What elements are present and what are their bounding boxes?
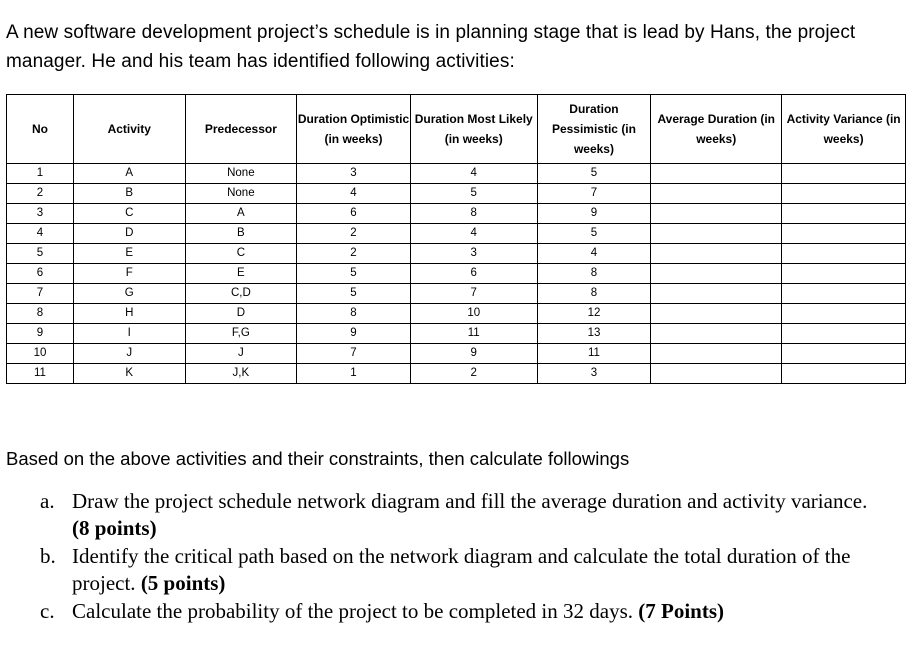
cell-optimistic: 8 — [297, 304, 411, 324]
cell-no: 5 — [7, 244, 74, 264]
cell-most-likely: 3 — [410, 244, 537, 264]
cell-predecessor: B — [185, 224, 297, 244]
table-row — [7, 184, 906, 204]
cell-most-likely: 2 — [410, 364, 537, 384]
cell-pessimistic: 9 — [537, 204, 651, 224]
cell-average-duration — [651, 284, 782, 304]
table-body — [7, 164, 906, 384]
cell-activity: B — [73, 184, 185, 204]
cell-activity-variance — [782, 284, 906, 304]
cell-predecessor: None — [185, 184, 297, 204]
table-row — [7, 264, 906, 284]
header-optimistic: Duration Optimistic (in weeks) — [297, 95, 411, 164]
cell-average-duration — [651, 304, 782, 324]
table-row — [7, 304, 906, 324]
cell-pessimistic: 5 — [537, 164, 651, 184]
cell-predecessor: J,K — [185, 364, 297, 384]
cell-most-likely: 6 — [410, 264, 537, 284]
cell-no: 11 — [7, 364, 74, 384]
cell-predecessor: A — [185, 204, 297, 224]
question-c — [40, 598, 890, 625]
cell-activity: H — [73, 304, 185, 324]
question-marker: b. — [40, 544, 56, 568]
cell-no: 1 — [7, 164, 74, 184]
cell-activity-variance — [782, 304, 906, 324]
cell-no: 4 — [7, 224, 74, 244]
cell-pessimistic: 11 — [537, 344, 651, 364]
cell-activity: D — [73, 224, 185, 244]
cell-activity-variance — [782, 224, 906, 244]
cell-most-likely: 10 — [410, 304, 537, 324]
table-row — [7, 164, 906, 184]
cell-optimistic: 9 — [297, 324, 411, 344]
cell-predecessor: D — [185, 304, 297, 324]
cell-optimistic: 7 — [297, 344, 411, 364]
cell-predecessor: J — [185, 344, 297, 364]
cell-activity-variance — [782, 264, 906, 284]
cell-pessimistic: 4 — [537, 244, 651, 264]
question-list — [40, 488, 890, 626]
cell-activity: G — [73, 284, 185, 304]
cell-average-duration — [651, 344, 782, 364]
cell-pessimistic: 5 — [537, 224, 651, 244]
cell-pessimistic: 12 — [537, 304, 651, 324]
cell-average-duration — [651, 264, 782, 284]
activity-table — [6, 94, 906, 384]
cell-no: 7 — [7, 284, 74, 304]
cell-most-likely: 8 — [410, 204, 537, 224]
cell-most-likely: 4 — [410, 224, 537, 244]
question-points: (5 points) — [140, 571, 226, 595]
question-marker: c. — [40, 599, 55, 623]
cell-average-duration — [651, 224, 782, 244]
cell-activity: C — [73, 204, 185, 224]
cell-activity-variance — [782, 364, 906, 384]
cell-predecessor: F,G — [185, 324, 297, 344]
cell-activity: J — [73, 344, 185, 364]
cell-activity: F — [73, 264, 185, 284]
table-row — [7, 324, 906, 344]
header-predecessor: Predecessor — [185, 95, 297, 164]
question-marker: a. — [40, 489, 55, 513]
header-activity-variance: Activity Variance (in weeks) — [782, 95, 906, 164]
header-activity: Activity — [73, 95, 185, 164]
question-a — [40, 488, 890, 542]
cell-activity: E — [73, 244, 185, 264]
cell-optimistic: 4 — [297, 184, 411, 204]
table-row — [7, 224, 906, 244]
cell-most-likely: 11 — [410, 324, 537, 344]
cell-no: 6 — [7, 264, 74, 284]
cell-most-likely: 4 — [410, 164, 537, 184]
cell-average-duration — [651, 204, 782, 224]
cell-optimistic: 1 — [297, 364, 411, 384]
cell-average-duration — [651, 324, 782, 344]
question-text: Draw the project schedule network diagram and fill the average duration and activity variance. — [72, 489, 868, 513]
cell-no: 10 — [7, 344, 74, 364]
header-most-likely: Duration Most Likely (in weeks) — [410, 95, 537, 164]
table-row — [7, 204, 906, 224]
cell-activity-variance — [782, 184, 906, 204]
instructions-text: Based on the above activities and their constraints, then calculate followings — [6, 448, 630, 469]
cell-activity-variance — [782, 244, 906, 264]
cell-most-likely: 5 — [410, 184, 537, 204]
cell-average-duration — [651, 184, 782, 204]
cell-most-likely: 9 — [410, 344, 537, 364]
cell-predecessor: E — [185, 264, 297, 284]
question-b — [40, 543, 890, 597]
table-header-row — [7, 95, 906, 164]
cell-activity-variance — [782, 324, 906, 344]
intro-paragraph: A new software development project’s schedule is in planning stage that is lead by Hans, the project manager. He and his team has identified following activities: — [6, 22, 856, 72]
cell-predecessor: C,D — [185, 284, 297, 304]
question-points: (7 Points) — [638, 599, 725, 623]
cell-average-duration — [651, 364, 782, 384]
cell-optimistic: 5 — [297, 264, 411, 284]
cell-pessimistic: 13 — [537, 324, 651, 344]
cell-activity-variance — [782, 164, 906, 184]
cell-average-duration — [651, 244, 782, 264]
cell-predecessor: None — [185, 164, 297, 184]
cell-optimistic: 2 — [297, 244, 411, 264]
cell-no: 3 — [7, 204, 74, 224]
cell-activity: A — [73, 164, 185, 184]
question-text: Calculate the probability of the project to be completed in 32 days. — [72, 599, 634, 623]
cell-activity: I — [73, 324, 185, 344]
cell-most-likely: 7 — [410, 284, 537, 304]
header-average-duration: Average Duration (in weeks) — [651, 95, 782, 164]
table-row — [7, 344, 906, 364]
cell-pessimistic: 8 — [537, 264, 651, 284]
header-pessimistic: Duration Pessimistic (in weeks) — [537, 95, 651, 164]
table-row — [7, 284, 906, 304]
cell-no: 2 — [7, 184, 74, 204]
table-row — [7, 244, 906, 264]
cell-optimistic: 6 — [297, 204, 411, 224]
cell-activity-variance — [782, 204, 906, 224]
cell-predecessor: C — [185, 244, 297, 264]
table-row — [7, 364, 906, 384]
cell-no: 8 — [7, 304, 74, 324]
cell-optimistic: 5 — [297, 284, 411, 304]
cell-optimistic: 3 — [297, 164, 411, 184]
cell-activity-variance — [782, 344, 906, 364]
cell-pessimistic: 8 — [537, 284, 651, 304]
question-points: (8 points) — [72, 516, 157, 540]
cell-pessimistic: 3 — [537, 364, 651, 384]
header-no: No — [7, 95, 74, 164]
question-text: Identify the critical path based on the network diagram and calculate the total duration of the project. — [72, 544, 851, 595]
cell-pessimistic: 7 — [537, 184, 651, 204]
cell-no: 9 — [7, 324, 74, 344]
cell-activity: K — [73, 364, 185, 384]
cell-average-duration — [651, 164, 782, 184]
cell-optimistic: 2 — [297, 224, 411, 244]
